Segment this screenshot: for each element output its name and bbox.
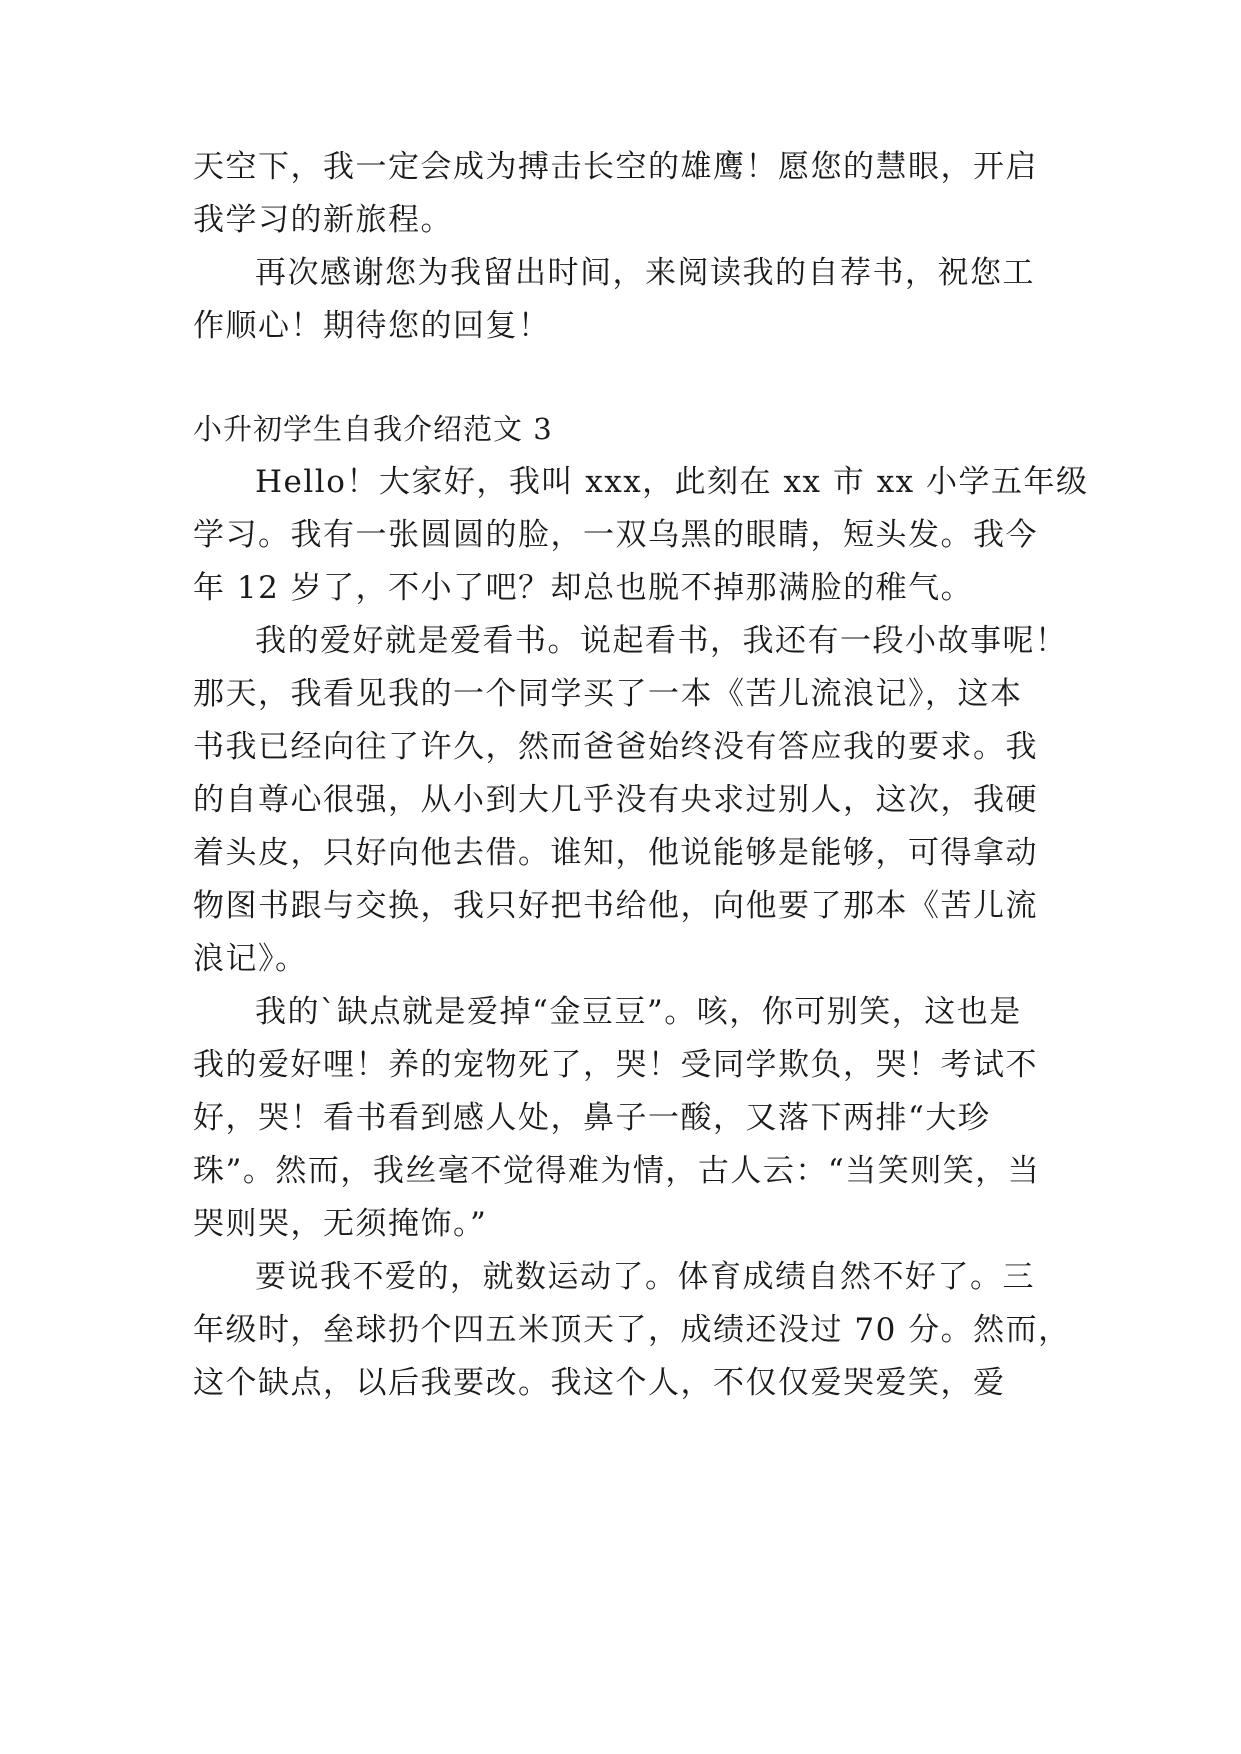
paragraph-first-line: 我的`缺点就是爱掉“金豆豆”。咳，你可别笑，这也是: [255, 994, 1022, 1030]
text-line: 那天，我看见我的一个同学买了一本《苦儿流浪记》，这本: [193, 676, 1023, 712]
text-line: 学习。我有一张圆圆的脸，一双乌黑的眼睛，短头发。我今: [193, 517, 1038, 553]
text-line: 珠”。然而，我丝毫不觉得难为情，古人云：“当笑则笑，当: [193, 1153, 1041, 1189]
text-line: 天空下，我一定会成为搏击长空的雄鹰！愿您的慧眼，开启: [193, 149, 1038, 185]
text-line: 浪记》。: [193, 941, 308, 977]
text-line: 的自尊心很强，从小到大几乎没有央求过别人，这次，我硬: [193, 782, 1038, 818]
text-line: 着头皮，只好向他去借。谁知，他说能够是能够，可得拿动: [193, 835, 1038, 871]
section-heading: 小升初学生自我介绍范文 3: [193, 412, 553, 446]
text-line: 年 12 岁了，不小了吧？却总也脱不掉那满脸的稚气。: [193, 570, 974, 606]
text-line: 物图书跟与交换，我只好把书给他，向他要了那本《苦儿流: [193, 888, 1038, 924]
paragraph-first-line: 我的爱好就是爱看书。说起看书，我还有一段小故事呢！: [255, 623, 1068, 659]
text-line: 这个缺点，以后我要改。我这个人，不仅仅爱哭爱笑，爱: [193, 1365, 1006, 1401]
paragraph-first-line: 要说我不爱的，就数运动了。体育成绩自然不好了。三: [255, 1259, 1035, 1295]
text-line: 书我已经向往了许久，然而爸爸始终没有答应我的要求。我: [193, 729, 1038, 765]
text-line: 我的爱好哩！养的宠物死了，哭！受同学欺负，哭！考试不: [193, 1047, 1038, 1083]
text-line: 我学习的新旅程。: [193, 202, 453, 238]
text-line: 哭则哭，无须掩饰。”: [193, 1206, 488, 1242]
paragraph-first-line: Hello！大家好，我叫 xxx，此刻在 xx 市 xx 小学五年级: [255, 464, 1089, 500]
text-line: 好，哭！看书看到感人处，鼻子一酸，又落下两排“大珍: [193, 1100, 991, 1136]
text-line: 年级时，垒球扔个四五米顶天了，成绩还没过 70 分。然而，: [193, 1312, 1071, 1348]
text-line: 作顺心！期待您的回复！: [193, 308, 551, 344]
paragraph-first-line: 再次感谢您为我留出时间，来阅读我的自荐书，祝您工: [255, 255, 1035, 291]
